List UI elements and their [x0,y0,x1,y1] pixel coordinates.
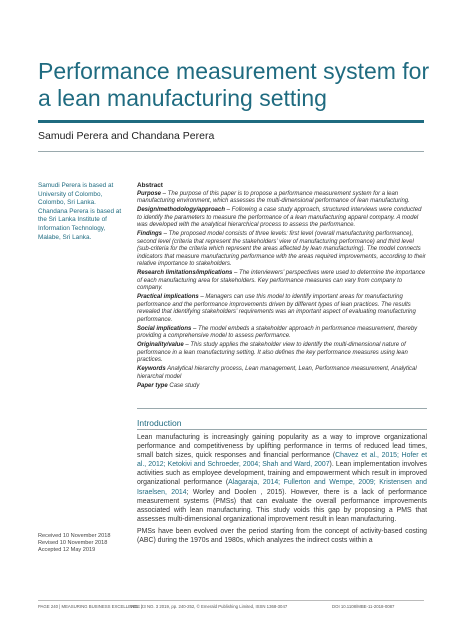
authors-rule [38,151,424,152]
abstract-practical [137,294,427,324]
accepted-date: Accepted 12 May 2019 [38,547,96,553]
footer-rule [38,600,424,601]
abstract-findings [137,231,427,269]
introduction-heading: Introduction [137,418,182,428]
abstract-keywords [137,366,427,381]
citation-link-2[interactable]: Alagaraja, 2014; Fullerton and Wempe, 2009; Kristensen and Israelsen, 2014 [137,479,427,496]
abstract-paper-type [137,383,427,391]
keywords-text: Analytical hierarchy process, Lean management, Lean, Performance measurement, Analytical hierarchal model [137,366,417,380]
intro-p1-part-b: ). Lean implementation involves activities such as employee development, training and empowerment which result in improved organizational performance ( [137,461,427,487]
introduction-body [137,433,427,548]
limitations-heading: Research limitations/implications [137,270,233,276]
originality-heading: Originality/value [137,342,184,348]
paper-type-text: Case study [167,382,200,389]
findings-heading: Findings [137,231,162,237]
purpose-text: – The purpose of this paper is to propose a performance measurement system for a lean manufacturing environment, which assesses the multi-dimensional performance of lean manufacturing. [137,190,410,204]
abstract [137,182,427,392]
abstract-originality [137,342,427,365]
abstract-social [137,326,427,341]
practical-text: – Managers can use this model to identify important areas for manufacturing performance and the performance improvements driven by different types of lean practices. The results revealed that identifying stakeholders’ requirements was an important aspect of evaluating manufacturing performance. [137,294,416,323]
intro-paragraph-2: PMSs have been evolved over the period starting from the concept of activity-based costing (ABC) during the 1970s and 1980s, which analyzes the indirect costs within a [137,527,427,545]
method-heading: Design/methodology/approach [137,207,226,213]
social-heading: Social implications [137,325,192,332]
method-text: – Following a case study approach, structured interviews were conducted to identify the parameters to measure the performance of a lean manufacturing apparel company. A model was developed with the analytical hierarchical process to assess the performance. [137,207,422,228]
intro-paragraph-1 [137,433,427,524]
author-affiliations [38,182,128,242]
paper-type-heading: Paper type [137,382,168,389]
originality-text: – This study applies the stakeholder view to identify the multi-dimensional nature of performance in a lean manufacturing setting. It also defines the key performance measures using lean practices. [137,342,408,363]
practical-heading: Practical implications [137,294,199,300]
abstract-method [137,207,427,230]
footer-doi[interactable]: DOI 10.1108/MBE-11-2018-0087 [332,604,395,609]
findings-text: – The proposed model consists of three levels: first level (overall manufacturing performance), second level (criteria that represent the stakeholders’ view of manufacturing performance) and third level (sub-criteria for the criteria which represent the areas affected by lean manufacturing). The model connects indicators that measure manufacturing performance with the areas required improvements, according to their relative importance to stakeholders. [137,231,426,267]
introduction-rule [137,429,427,430]
intro-p1-part-c: ; Worley and Doolen , 2015). However, there is a lack of performance measurement systems (PMSs) that can evaluate the overall performance improvements associated with lean manufacturing. This study voids this gap by proposing a PMS that assesses multi-dimensional organizational improvement result in lean manufacturing. [137,488,427,523]
title-block [38,58,448,112]
footer-journal: PAGE 240 | MEASURING BUSINESS EXCELLENCE | [38,604,143,609]
revised-date: Revised 10 November 2018 [38,540,108,546]
abstract-heading: Abstract [137,182,163,189]
citation-link-1[interactable]: Chavez et al., 2015; Hofer et al., 2012; Ketokivi and Schroeder, 2004; Shah and Ward, 2007 [137,452,428,469]
intro-p1-part-a: Lean manufacturing is increasingly gaining popularity as a way to improve organizational performance and competitiveness by uplifting performance in terms of reduced lead times, small batch sizes, quick responses and financial performance ( [137,434,427,460]
social-text: – The model embeds a stakeholder approach in performance measurement, thereby providing a comprehensive model to assess performance. [137,325,418,339]
limitations-text: – The interviewers’ perspectives were used to determine the importance of each manufacturing area for stakeholders. Key performance measures can vary from company to company. [137,270,426,291]
footer-volume: VOL. 23 NO. 3 2019, pp. 240-252, © Emerald Publishing Limited, ISSN 1368-3047 [130,604,288,609]
abstract-limitations [137,270,427,293]
affiliation-1: Samudi Perera is based at University of Colombo, Colombo, Sri Lanka. [38,182,114,207]
received-date: Received 10 November 2018 [38,533,111,539]
purpose-heading: Purpose [137,190,162,197]
keywords-heading: Keywords [137,366,166,372]
abstract-rule [137,408,427,409]
paper-title: Performance measurement system for a lean manufacturing setting [38,58,430,111]
affiliation-2: Chandana Perera is based at the Sri Lanka Institute of Information Technology, Malabe, Sri Lanka. [38,207,122,241]
abstract-purpose [137,191,427,206]
authors: Samudi Perera and Chandana Perera [38,130,215,142]
article-dates [38,533,133,554]
title-rule [38,120,424,123]
